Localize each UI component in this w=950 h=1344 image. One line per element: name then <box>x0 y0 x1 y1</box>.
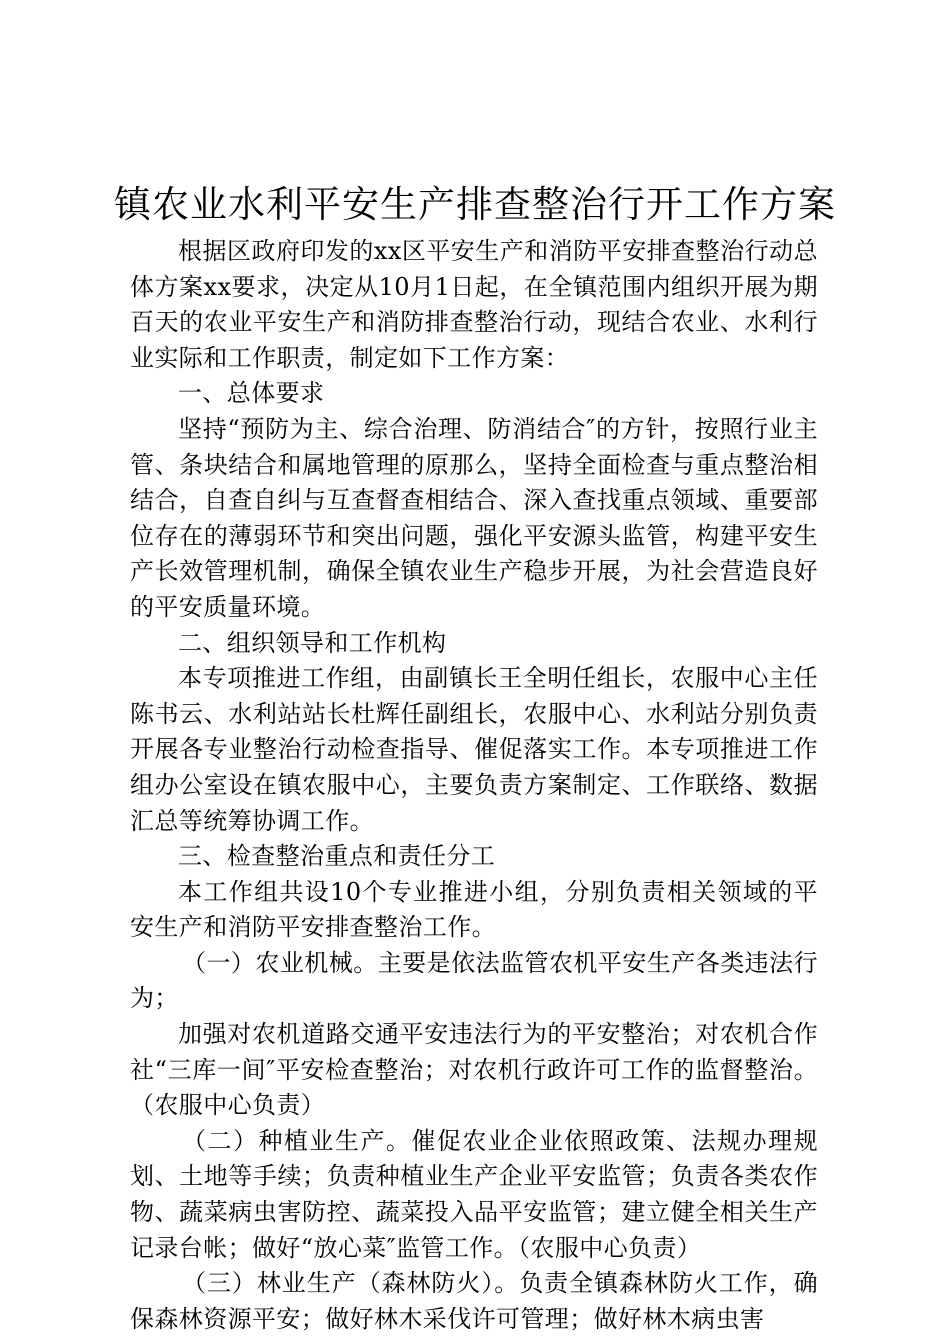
section-heading-3: 三、检查整治重点和责任分工 <box>178 842 496 871</box>
paragraph-intro: 根据区政府印发的xx区平安生产和消防平安排查整治行动总体方案xx要求，决定从10月1日起，在全镇范围内组织开展为期百天的农业平安生产和消防排查整治行动，现结合农业、水利行业实际和工作职责，制定如下工作方案： <box>130 237 818 372</box>
list-item-1: （一）农业机械。主要是依法监管农机平安生产各类违法行为； <box>130 948 818 1013</box>
section-heading-1: 一、总体要求 <box>178 379 325 408</box>
document-body <box>130 234 818 1337</box>
paragraph-section-3: 本工作组共设10个专业推进小组，分别负责相关领域的平安生产和消防平安排查整治工作。 <box>130 877 818 942</box>
list-item-2: （二）种植业生产。催促农业企业依照政策、法规办理规划、土地等手续；负责种植业生产企业平安监管；负责各类农作物、蔬菜病虫害防控、蔬菜投入品平安监管；建立健全相关生产记录台帐；做好“放心菜″监管工作。（农服中心负责） <box>130 1126 818 1262</box>
paragraph-section-2: 本专项推进工作组，由副镇长王全明任组长，农服中心主任陈书云、水利站站长杜辉任副组长，农服中心、水利站分别负责开展各专业整治行动检查指导、催促落实工作。本专项推进工作组办公室设在镇农服中心，主要负责方案制定、工作联络、数据汇总等统筹协调工作。 <box>130 664 818 835</box>
paragraph-section-1: 坚持“预防为主、综合治理、防消结合″的方针，按照行业主管、条块结合和属地管理的原那么，坚持全面检查与重点整治相结合，自查自纠与互查督查相结合、深入查找重点领域、重要部位存在的薄弱环节和突出问题，强化平安源头监管，构建平安生产长效管理机制，确保全镇农业生产稳步开展，为社会营造良好的平安质量环境。 <box>130 414 818 621</box>
section-heading-2: 二、组织领导和工作机构 <box>178 628 447 657</box>
list-item-3: （三）林业生产（森林防火）。负责全镇森林防火工作，确保森林资源平安；做好林木采伐许可管理；做好林木病虫害 <box>130 1269 818 1333</box>
document-title: 镇农业水利平安生产排查整治行开工作方案 <box>114 183 836 226</box>
paragraph-item-1-detail: 加强对农机道路交通平安违法行为的平安整治；对农机合作社“三库一间″平安检查整治；对农机行政许可工作的监督整治。（农服中心负责） <box>130 1020 818 1120</box>
